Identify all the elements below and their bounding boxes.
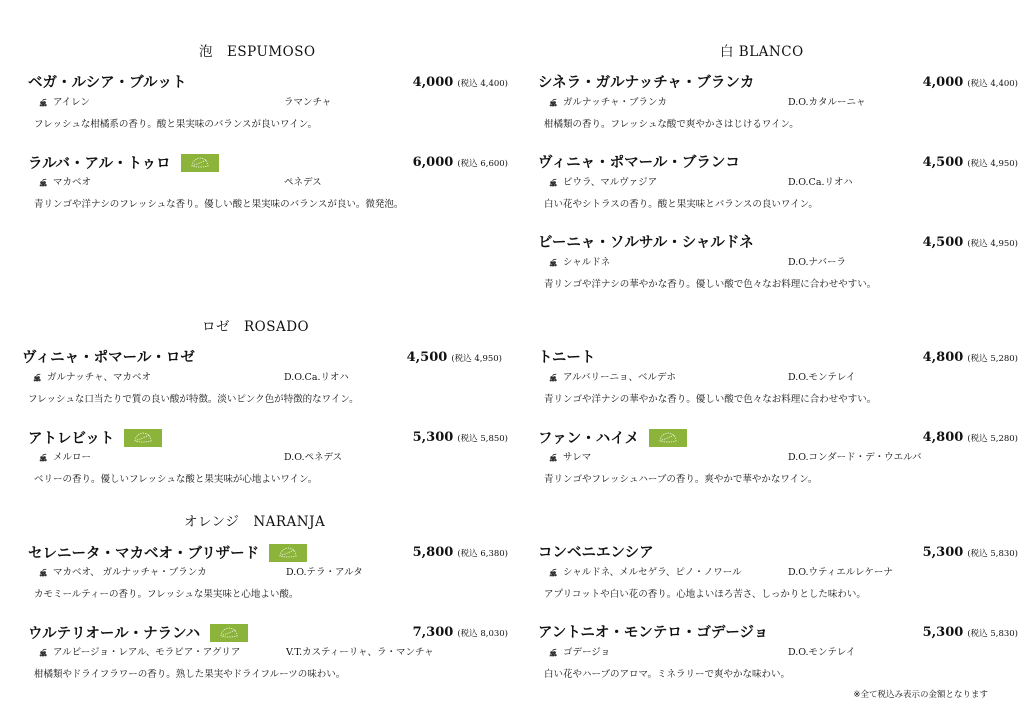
wine-item bbox=[538, 75, 1018, 139]
grape-variety bbox=[548, 177, 657, 189]
grape-icon bbox=[38, 98, 49, 109]
wine-description: フレッシュな柑橘系の香り。酸と果実味のバランスが良いワイン。 bbox=[34, 119, 318, 130]
wine-name-text: ベガ・ルシア・ブルット bbox=[28, 74, 187, 91]
wine-item bbox=[28, 625, 508, 689]
price-tax-included: (税込 5,280) bbox=[967, 434, 1018, 444]
price-value: 4,000 bbox=[412, 75, 454, 90]
price-tax-included: (税込 4,950) bbox=[967, 239, 1018, 249]
wine-item bbox=[538, 235, 1018, 299]
price-tax-included: (税込 4,950) bbox=[451, 354, 502, 364]
grape-variety bbox=[38, 647, 240, 659]
section-title-naranja: オレンジ NARANJA bbox=[184, 514, 326, 530]
price-tax-included: (税込 6,600) bbox=[457, 159, 508, 169]
wine-item bbox=[22, 350, 502, 414]
grape-text: サレマ bbox=[563, 452, 592, 463]
grape-text: アルビージョ・レアル、モラビア・アグリア bbox=[53, 647, 241, 658]
wine-name-text: シネラ・ガルナッチャ・ブランカ bbox=[538, 74, 755, 91]
grape-variety bbox=[38, 97, 90, 109]
price bbox=[413, 75, 508, 92]
grape-variety bbox=[548, 257, 610, 269]
grape-icon bbox=[38, 648, 49, 659]
grape-variety bbox=[548, 647, 610, 659]
section-title-rosado: ロゼ ROSADO bbox=[202, 319, 310, 335]
wine-name-text: アントニオ・モンテロ・ゴデージョ bbox=[538, 624, 769, 641]
price-tax-included: (税込 8,030) bbox=[457, 629, 508, 639]
wine-name bbox=[538, 235, 754, 251]
organic-badge-icon bbox=[181, 154, 219, 172]
wine-name-text: アトレビット bbox=[28, 430, 115, 447]
grape-variety bbox=[548, 372, 676, 384]
price-tax-included: (税込 5,830) bbox=[967, 629, 1018, 639]
wine-item bbox=[28, 430, 508, 494]
organic-badge-icon bbox=[210, 624, 248, 642]
wine-description: カモミールティーの香り。フレッシュな果実味と心地よい酸。 bbox=[34, 589, 299, 600]
wine-name-text: ヴィニャ・ポマール・ロゼ bbox=[22, 349, 195, 366]
price bbox=[413, 545, 508, 562]
wine-name bbox=[538, 155, 740, 171]
price-value: 4,800 bbox=[922, 350, 964, 365]
wine-name-text: ラルバ・アル・トゥロ bbox=[28, 155, 171, 172]
price-tax-included: (税込 6,380) bbox=[457, 549, 508, 559]
price bbox=[413, 430, 508, 447]
price-value: 5,300 bbox=[922, 545, 964, 560]
price-value: 4,500 bbox=[406, 350, 448, 365]
wine-region: V.T.カスティーリャ、ラ・マンチャ bbox=[286, 647, 434, 658]
grape-icon bbox=[548, 648, 559, 659]
grape-text: マカベオ、 ガルナッチャ・ブランカ bbox=[53, 567, 207, 578]
wine-region: ラマンチャ bbox=[284, 97, 332, 108]
price-value: 4,800 bbox=[922, 430, 964, 445]
wine-region: D.O.ナバーラ bbox=[788, 257, 846, 268]
wine-description: 柑橘類やドライフラワーの香り。熟した果実やドライフルーツの味わい。 bbox=[34, 669, 346, 680]
grape-text: アルバリーニョ、ベルデホ bbox=[563, 372, 676, 383]
grape-icon bbox=[548, 568, 559, 579]
wine-name bbox=[22, 350, 195, 366]
price bbox=[923, 430, 1018, 447]
wine-name-text: ヴィニャ・ポマール・ブランコ bbox=[538, 154, 740, 171]
wine-description: 青リンゴやフレッシュハーブの香り。爽やかで華やかなワイン。 bbox=[544, 474, 818, 485]
grape-text: シャルドネ、メルセゲラ、ピノ・ノワール bbox=[563, 567, 742, 578]
wine-region: ペネデス bbox=[284, 177, 322, 188]
price bbox=[413, 625, 508, 642]
wine-region: D.O.モンテレイ bbox=[788, 647, 856, 658]
grape-icon bbox=[548, 178, 559, 189]
wine-region: D.O.ウティエルレケーナ bbox=[788, 567, 893, 578]
footer-note: ※全て税込み表示の金額となります bbox=[853, 690, 988, 700]
wine-description: ベリーの香り。優しいフレッシュな酸と果実味が心地よいワイン。 bbox=[34, 474, 318, 485]
wine-name-text: ファン・ハイメ bbox=[538, 430, 640, 447]
wine-name bbox=[538, 545, 654, 561]
price bbox=[407, 350, 502, 367]
wine-description: 柑橘類の香り。フレッシュな酸で爽やかさはじけるワイン。 bbox=[544, 119, 799, 130]
price-value: 5,800 bbox=[412, 545, 454, 560]
organic-badge-icon bbox=[124, 429, 162, 447]
price-value: 6,000 bbox=[412, 155, 454, 170]
grape-text: マカベオ bbox=[53, 177, 92, 188]
wine-item bbox=[538, 430, 1018, 494]
wine-name-text: ビーニャ・ソルサル・シャルドネ bbox=[538, 234, 754, 251]
price-tax-included: (税込 5,850) bbox=[457, 434, 508, 444]
grape-variety bbox=[548, 567, 742, 579]
wine-name bbox=[538, 430, 687, 448]
wine-name-text: コンベニエンシア bbox=[538, 544, 654, 561]
wine-name bbox=[28, 625, 248, 643]
price-value: 4,000 bbox=[922, 75, 964, 90]
grape-icon bbox=[32, 373, 43, 384]
wine-name-text: ウルテリオール・ナランハ bbox=[28, 625, 201, 642]
price bbox=[923, 235, 1018, 252]
wine-name bbox=[28, 155, 219, 173]
wine-item bbox=[538, 545, 1018, 609]
wine-region: D.O.コンダード・デ・ウエルバ bbox=[788, 452, 922, 463]
price bbox=[923, 545, 1018, 562]
wine-region: D.O.テラ・アルタ bbox=[286, 567, 363, 578]
wine-region: D.O.Ca.リオハ bbox=[788, 177, 853, 188]
wine-description: 青リンゴや洋ナシの華やかな香り。優しい酸で色々なお料理に合わせやすい。 bbox=[544, 279, 877, 290]
grape-variety bbox=[548, 452, 591, 464]
wine-item bbox=[538, 350, 1018, 414]
price bbox=[923, 625, 1018, 642]
organic-badge-icon bbox=[649, 429, 687, 447]
section-title-espumoso: 泡 ESPUMOSO bbox=[199, 44, 316, 60]
wine-name bbox=[28, 75, 187, 91]
grape-text: ガルナッチャ、マカベオ bbox=[47, 372, 152, 383]
wine-name-text: トニート bbox=[538, 349, 596, 366]
grape-icon bbox=[548, 98, 559, 109]
grape-variety bbox=[548, 97, 667, 109]
wine-description: 白い花やハーブのアロマ。ミネラリーで爽やかな味わい。 bbox=[544, 669, 790, 680]
grape-variety bbox=[38, 452, 91, 464]
price bbox=[923, 350, 1018, 367]
wine-name bbox=[28, 545, 307, 563]
price-tax-included: (税込 5,280) bbox=[967, 354, 1018, 364]
wine-description: アプリコットや白い花の香り。心地よいほろ苦さ、しっかりとした味わい。 bbox=[544, 589, 866, 600]
price bbox=[923, 155, 1018, 172]
price bbox=[923, 75, 1018, 92]
grape-variety bbox=[38, 177, 91, 189]
grape-text: シャルドネ bbox=[563, 257, 611, 268]
grape-icon bbox=[548, 258, 559, 269]
grape-icon bbox=[38, 453, 49, 464]
wine-item bbox=[538, 155, 1018, 219]
grape-icon bbox=[548, 373, 559, 384]
wine-description: フレッシュな口当たりで質の良い酸が特徴。淡いピンク色が特徴的なワイン。 bbox=[28, 394, 359, 405]
wine-description: 青リンゴや洋ナシのフレッシュな香り。優しい酸と果実味のバランスが良い。微発泡。 bbox=[34, 199, 404, 210]
organic-badge-icon bbox=[269, 544, 307, 562]
wine-description: 青リンゴや洋ナシの華やかな香り。優しい酸で色々なお料理に合わせやすい。 bbox=[544, 394, 877, 405]
price bbox=[413, 155, 508, 172]
grape-text: アイレン bbox=[53, 97, 90, 108]
grape-text: メルロー bbox=[53, 452, 92, 463]
wine-description: 白い花やシトラスの香り。酸と果実味とバランスの良いワイン。 bbox=[544, 199, 818, 210]
wine-region: D.O.ペネデス bbox=[284, 452, 343, 463]
price-tax-included: (税込 4,950) bbox=[967, 159, 1018, 169]
grape-icon bbox=[38, 568, 49, 579]
wine-name-text: セレニータ・マカベオ・ブリザード bbox=[28, 545, 260, 562]
price-tax-included: (税込 5,830) bbox=[967, 549, 1018, 559]
grape-variety bbox=[32, 372, 151, 384]
wine-item bbox=[538, 625, 1018, 689]
price-value: 5,300 bbox=[922, 625, 964, 640]
grape-variety bbox=[38, 567, 207, 579]
price-tax-included: (税込 4,400) bbox=[967, 79, 1018, 89]
price-value: 4,500 bbox=[922, 155, 964, 170]
grape-icon bbox=[548, 453, 559, 464]
wine-region: D.O.モンテレイ bbox=[788, 372, 856, 383]
price-value: 7,300 bbox=[412, 625, 454, 640]
wine-name bbox=[538, 350, 595, 366]
price-value: 5,300 bbox=[412, 430, 454, 445]
section-title-blanco: 白 BLANCO bbox=[720, 44, 804, 60]
wine-item bbox=[28, 75, 508, 139]
grape-text: ビウラ、マルヴァジア bbox=[563, 177, 658, 188]
grape-text: ガルナッチャ・ブランカ bbox=[563, 97, 668, 108]
wine-item bbox=[28, 545, 508, 609]
grape-text: ゴデージョ bbox=[563, 647, 611, 658]
wine-name bbox=[538, 75, 754, 91]
wine-item bbox=[28, 155, 508, 219]
grape-icon bbox=[38, 178, 49, 189]
wine-region: D.O.Ca.リオハ bbox=[284, 372, 349, 383]
wine-name bbox=[538, 625, 768, 641]
price-value: 4,500 bbox=[922, 235, 964, 250]
price-tax-included: (税込 4,400) bbox=[457, 79, 508, 89]
wine-name bbox=[28, 430, 162, 448]
wine-region: D.O.カタルーニャ bbox=[788, 97, 866, 108]
